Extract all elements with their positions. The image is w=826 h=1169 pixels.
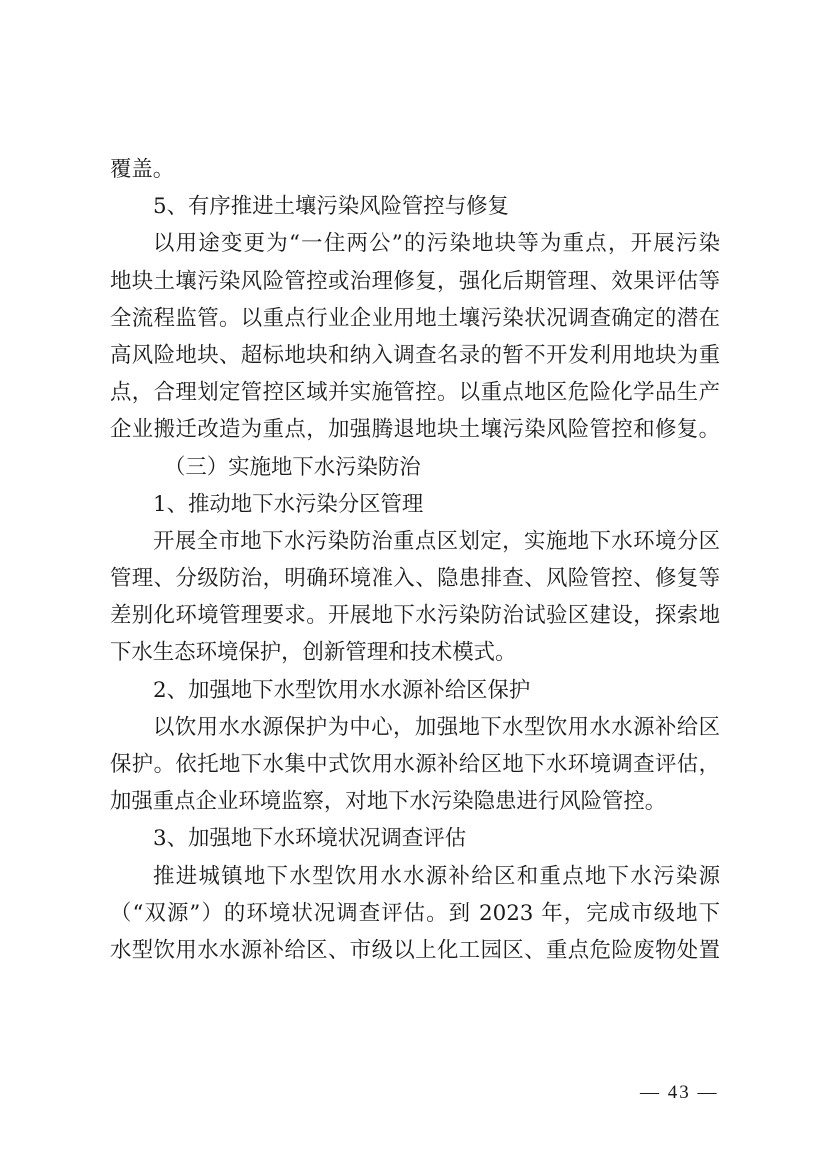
paragraph-line: 以饮用水水源保护为中心，加强地下水型饮用水水源补给区: [153, 714, 720, 740]
paragraph-line: 全流程监管。以重点行业企业用地土壤污染状况调查确定的潜在: [110, 305, 720, 331]
paragraph-line: 覆盖。: [110, 157, 175, 182]
paragraph-line: 开展全市地下水污染防治重点区划定，实施地下水环境分区: [153, 528, 720, 554]
paragraph-line: 下水生态环境保护，创新管理和技术模式。: [110, 640, 517, 666]
section-heading: 3、加强地下水环境状况调查评估: [153, 826, 467, 852]
section-heading: 1、推动地下水污染分区管理: [153, 491, 424, 517]
paragraph-line: 地块土壤污染风险管控或治理修复，强化后期管理、效果评估等: [110, 268, 720, 294]
paragraph-line: 差别化环境管理要求。开展地下水污染防治试验区建设，探索地: [110, 603, 720, 629]
document-body: [110, 151, 720, 969]
paragraph-line: 高风险地块、超标地块和纳入调查名录的暂不开发利用地块为重: [110, 342, 720, 368]
paragraph-line: 推进城镇地下水型饮用水水源补给区和重点地下水污染源: [153, 863, 720, 889]
section-heading: 5、有序推进土壤污染风险管控与修复: [153, 194, 509, 220]
paragraph-line: 以用途变更为“一住两公”的污染地块等为重点，开展污染: [153, 231, 720, 257]
section-heading: 2、加强地下水型饮用水水源补给区保护: [153, 677, 531, 703]
page-number: — 43 —: [640, 1082, 719, 1103]
paragraph-line: 管理、分级防治，明确环境准入、隐患排查、风险管控、修复等: [110, 566, 720, 592]
paragraph-line: 加强重点企业环境监察，对地下水污染隐患进行风险管控。: [110, 789, 667, 815]
paragraph-line: 水型饮用水水源补给区、市级以上化工园区、重点危险废物处置: [110, 937, 720, 963]
chapter-heading: （三）实施地下水污染防治: [164, 454, 421, 480]
paragraph-line: 点，合理划定管控区域并实施管控。以重点地区危险化学品生产: [110, 380, 720, 406]
paragraph-line: 企业搬迁改造为重点，加强腾退地块土壤污染风险管控和修复。: [110, 417, 720, 443]
paragraph-line: 保护。依托地下水集中式饮用水源补给区地下水环境调查评估，: [110, 752, 720, 777]
paragraph-line: （“双源”）的环境状况调查评估。到 2023 年，完成市级地下: [110, 900, 720, 926]
